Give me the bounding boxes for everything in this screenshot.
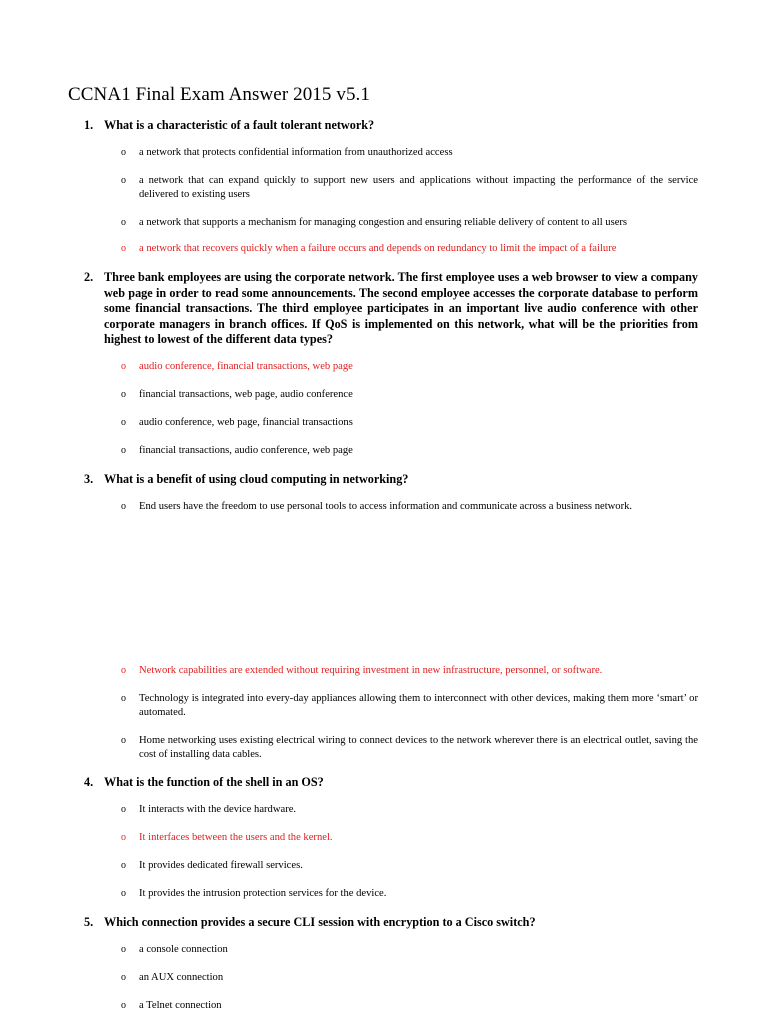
answer-option-correct [121, 242, 698, 256]
bullet: o [121, 944, 126, 955]
bullet: o [121, 888, 126, 899]
answer-option-text: a network that protects confidential information from unauthorized access [139, 147, 453, 158]
bullet: o [121, 417, 126, 428]
answer-option-text: It provides dedicated firewall services. [139, 860, 303, 871]
answer-option-text: a network that can expand quickly to support new users and applications without impacting the performance of the service delivered to existing users [139, 175, 698, 201]
answer-option [121, 734, 698, 763]
bullet: o [121, 735, 126, 746]
question-5 [84, 915, 698, 931]
question-text: What is a benefit of using cloud computing in networking? [104, 472, 409, 486]
answer-option-text: a console connection [139, 944, 228, 955]
bullet: o [121, 972, 126, 983]
answer-option-text: a network that supports a mechanism for managing congestion and ensuring reliable delivery of content to all users [139, 217, 628, 228]
answer-option-text: It interfaces between the users and the kernel. [139, 832, 333, 843]
answer-option [121, 999, 698, 1013]
bullet: o [121, 217, 126, 228]
bullet: o [121, 665, 126, 676]
answer-option-correct [121, 360, 698, 374]
bullet: o [121, 501, 126, 512]
answer-option [121, 146, 698, 160]
bullet: o [121, 147, 126, 158]
answer-option-text: Technology is integrated into every-day appliances allowing them to interconnect with other devices, making them more ‘smart’ or automated. [139, 693, 698, 719]
question-number: 1. [84, 118, 94, 132]
answer-option-text: an AUX connection [139, 972, 224, 983]
answer-option-text: Home networking uses existing electrical wiring to connect devices to the network wherever there is an electrical outlet, saving the cost of installing data cables. [139, 735, 698, 761]
bullet: o [121, 445, 126, 456]
answer-option-text: It interacts with the device hardware. [139, 804, 297, 815]
bullet: o [121, 832, 126, 843]
question-text: Which connection provides a secure CLI session with encryption to a Cisco switch? [104, 915, 536, 929]
answer-option [121, 803, 698, 817]
answer-option [121, 216, 698, 230]
answer-option-text: financial transactions, web page, audio conference [139, 389, 353, 400]
answer-option [121, 500, 698, 514]
question-number: 4. [84, 775, 94, 789]
answer-option [121, 444, 698, 458]
bullet: o [121, 804, 126, 815]
bullet: o [121, 361, 126, 372]
answer-option-text: audio conference, financial transactions, web page [139, 361, 353, 372]
answer-option-correct [121, 831, 698, 845]
answer-option-text: a network that recovers quickly when a failure occurs and depends on redundancy to limit the impact of a failure [139, 243, 617, 254]
answer-option [121, 692, 698, 721]
bullet: o [121, 175, 126, 186]
bullet: o [121, 243, 126, 254]
question-1 [84, 118, 698, 134]
bullet: o [121, 860, 126, 871]
question-text: What is a characteristic of a fault tolerant network? [104, 118, 375, 132]
page-title: CCNA1 Final Exam Answer 2015 v5.1 [68, 84, 371, 105]
answer-option-text: financial transactions, audio conference, web page [139, 445, 353, 456]
answer-option [121, 174, 698, 203]
answer-option [121, 971, 698, 985]
question-text: Three bank employees are using the corporate network. The first employee uses a web browser to view a company web page in order to read some announcements. The second employee accesses the corporate database to perform some financial transactions. The third employee participates in an important live audio conference with other corporate managers in branch offices. If QoS is implemented on this network, what will be the priorities from highest to lowest of the different data types? [104, 270, 698, 347]
question-text: What is the function of the shell in an OS? [104, 775, 324, 789]
question-4 [84, 775, 698, 791]
question-3 [84, 472, 698, 488]
answer-option [121, 859, 698, 873]
answer-option-text: It provides the intrusion protection services for the device. [139, 888, 387, 899]
question-number: 2. [84, 270, 94, 284]
question-number: 3. [84, 472, 94, 486]
answer-option-text: audio conference, web page, financial transactions [139, 417, 353, 428]
answer-option-correct [121, 664, 698, 678]
bullet: o [121, 389, 126, 400]
bullet: o [121, 1000, 126, 1011]
answer-option-text: Network capabilities are extended without requiring investment in new infrastructure, personnel, or software. [139, 665, 603, 676]
answer-option-text: a Telnet connection [139, 1000, 222, 1011]
question-2 [84, 270, 698, 348]
answer-option [121, 416, 698, 430]
bullet: o [121, 693, 126, 704]
question-number: 5. [84, 915, 94, 929]
answer-option [121, 943, 698, 957]
answer-option [121, 388, 698, 402]
answer-option-text: End users have the freedom to use personal tools to access information and communicate across a business network. [139, 501, 633, 512]
answer-option [121, 887, 698, 901]
